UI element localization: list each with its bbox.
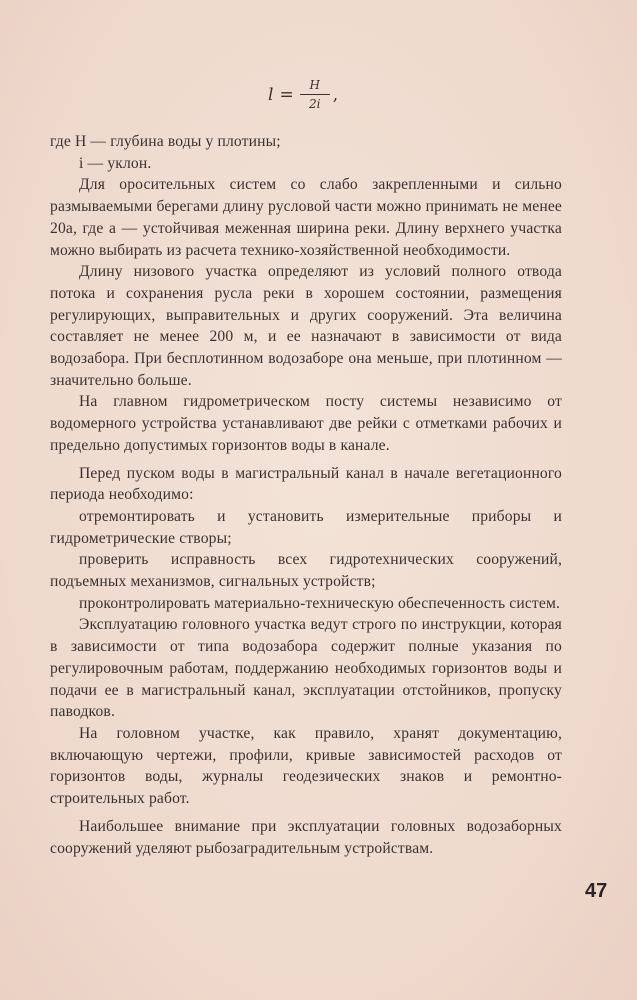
paragraph-fish-protection: Наибольшее внимание при эксплуатации головных водозаборных сооружений уделяют рыбозаградительным устройствам.	[50, 817, 562, 857]
formula-fraction	[300, 78, 330, 111]
paragraph-operation: Эксплуатацию головного участка ведут строго по инструкции, которая в зависимости от типа водозабора содержит полные указания по регулировочным работам, поддержанию необходимых горизонтов воды и подачи ее в магистральный канал, эксплуатации отстойников, пропуску паводков.	[50, 616, 562, 721]
list-item-repair: отремонтировать и установить измерительные приборы и гидрометрические створы;	[50, 507, 562, 547]
page-number: 47	[585, 880, 608, 902]
list-item-check: проверить исправность всех гидротехнических сооружений, подъемных механизмов, сигнальных устройств;	[50, 551, 562, 591]
formula-lhs: l	[268, 84, 274, 105]
formula	[268, 78, 338, 111]
formula-denominator: 2i	[308, 97, 321, 111]
fraction-bar	[300, 94, 330, 95]
formula-numerator: H	[309, 78, 320, 92]
paragraph-channel-length: Для оросительных систем со слабо закрепленными и сильно размываемыми берегами длину русловой части можно принимать не менее 20а, где а — устойчивая меженная ширина реки. Длину верхнего участка можно выбирать из расчета технико-хозяйственной необходимости.	[50, 176, 562, 259]
formula-equals: =	[279, 84, 294, 105]
list-item-control: проконтролировать материально-техническую обеспеченность систем.	[79, 594, 561, 612]
paragraph-lower-section: Длину низового участка определяют из условий полного отвода потока и сохранения русла реки в хорошем состоянии, размещения регулирующих, выправительных и других сооружений. Эта величина составляет не менее 200 м, и ее назначают в зависимости от вида водозабора. При бесплотинном водозаборе она меньше, при плотинном — значительно больше.	[50, 263, 562, 389]
paragraph-before-start: Перед пуском воды в магистральный канал в начале вегетационного периода необходимо:	[50, 464, 562, 504]
body-text	[50, 131, 562, 859]
paragraph-documentation: На головном участке, как правило, хранят документацию, включающую чертежи, профили, кривые зависимостей расходов от горизонтов воды, журналы геодезических знаков и ремонтно-строительных работ.	[50, 724, 562, 808]
paragraph-slope: i — уклон.	[79, 154, 152, 172]
formula-comma: ,	[332, 84, 339, 105]
paragraph-gauging-post: На главном гидрометрическом посту системы независимо от водомерного устройства устанавливают две рейки с отметками рабочих и предельно допустимых горизонтов воды в канале.	[50, 393, 562, 454]
paragraph-where: где Н — глубина воды у плотины;	[50, 133, 281, 150]
